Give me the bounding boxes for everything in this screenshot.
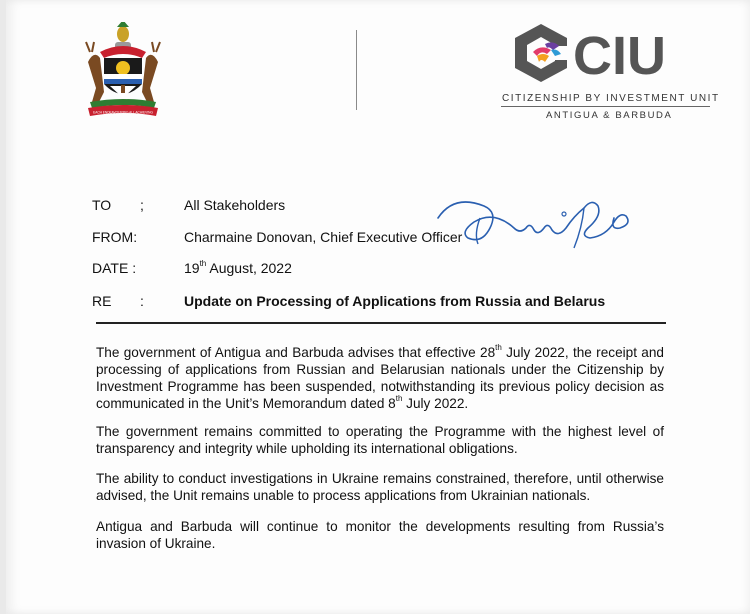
ciu-logo: [511, 22, 701, 84]
header-rule: [96, 322, 666, 324]
to-separator: ;: [140, 197, 144, 213]
svg-text:CIU: CIU: [573, 26, 666, 84]
from-value: Charmaine Donovan, Chief Executive Officer: [184, 229, 463, 245]
to-label: TO: [92, 197, 112, 213]
coat-of-arms-icon: [80, 22, 166, 118]
header-divider: [356, 30, 357, 110]
paragraph-1: The government of Antigua and Barbuda advises that effective 28th July 2022, the receipt and processing of applications from Russian and Belarusian nationals under the Citizenship by Investment Programme has been suspended, notwithstanding its previous policy decision as communicated in the Unit’s Memorandum dated 8th July 2022.: [96, 343, 664, 411]
signature: [434, 188, 634, 254]
country-name: ANTIGUA & BARBUDA: [546, 110, 673, 121]
to-value: All Stakeholders: [184, 197, 286, 213]
date-value: 19th August, 2022: [184, 259, 292, 276]
unit-name: CITIZENSHIP BY INVESTMENT UNIT: [502, 93, 720, 104]
memo-page: [6, 0, 750, 614]
logo-rule: [501, 106, 710, 107]
re-subject: Update on Processing of Applications from Russia and Belarus: [184, 293, 606, 309]
date-label: DATE :: [92, 260, 137, 276]
from-label: FROM:: [92, 229, 138, 245]
paragraph-4: Antigua and Barbuda will continue to monitor the developments resulting from Russia’s invasion of Ukraine.: [96, 519, 664, 551]
re-separator: :: [140, 293, 144, 309]
paragraph-3: The ability to conduct investigations in Ukraine remains constrained, therefore, until otherwise advised, the Unit remains unable to process applications from Ukrainian nationals.: [96, 471, 664, 503]
re-label: RE: [92, 293, 112, 309]
svg-text:EACH ENDEAVOURING ALL ACHIEVIN: EACH ENDEAVOURING ALL ACHIEVING: [93, 110, 153, 115]
paragraph-2: The government remains committed to operating the Programme with the highest level of transparency and integrity while upholding its international obligations.: [96, 424, 664, 456]
